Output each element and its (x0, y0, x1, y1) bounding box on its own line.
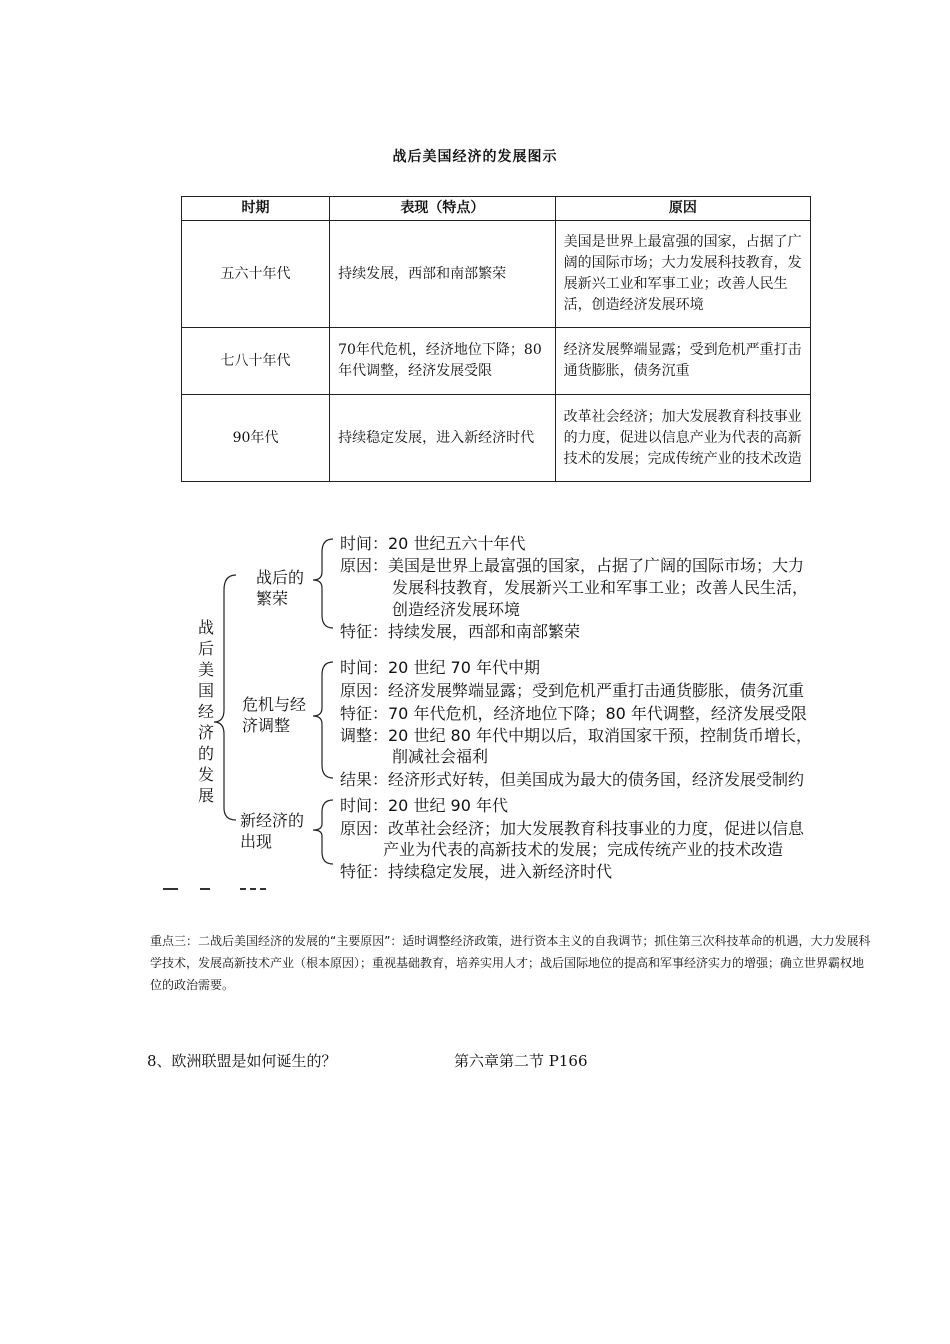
diagram-item: 时间：20 世纪 90 年代 (340, 796, 508, 815)
branch-label-line: 危机与经 (242, 695, 307, 714)
question-line (147, 1050, 588, 1071)
branch-label-line: 繁荣 (256, 589, 289, 608)
root-char: 后 (197, 639, 214, 658)
root-char: 展 (197, 786, 214, 805)
root-char: 经 (197, 702, 214, 721)
diagram-item: 原因：经济发展弊端显露；受到危机严重打击通货膨胀，债务沉重 (340, 681, 805, 700)
branch-label-line: 济调整 (242, 716, 291, 735)
header-period: 时期 (182, 197, 330, 221)
branch-label-new-economy (240, 810, 304, 852)
branch-brace (313, 662, 333, 778)
root-char: 战 (197, 618, 214, 637)
diagram-item: 特征：70 年代危机，经济地位下降；80 年代调整，经济发展受限 (340, 704, 807, 723)
root-brace (214, 575, 236, 820)
period-cell: 七八十年代 (182, 328, 330, 395)
branch-label-line: 出现 (240, 832, 273, 851)
branch-brace (313, 539, 333, 628)
diagram-item-cont: 产业为代表的高新技术的发展；完成传统产业的技术改造 (383, 840, 784, 859)
reason-cell: 美国是世界上最富强的国家，占据了广阔的国际市场；大力发展科技教育，发展新兴工业和军事工业；改善人民生活，创造经济发展环境 (555, 221, 810, 328)
root-char: 美 (197, 660, 214, 679)
diagram-item: 时间：20 世纪五六十年代 (340, 534, 526, 553)
branch-label-prosperity (256, 567, 304, 609)
period-cell: 90年代 (182, 395, 330, 482)
root-char: 济 (197, 723, 214, 742)
diagram-item: 特征：持续发展，西部和南部繁荣 (340, 622, 581, 641)
feature-cell: 70年代危机，经济地位下降；80年代调整，经济发展受限 (330, 328, 556, 395)
branch-label-line: 新经济的 (240, 811, 305, 830)
diagram-root (197, 617, 215, 806)
diagram-item: 原因：改革社会经济；加大发展教育科技事业的力度，促进以信息 (340, 819, 805, 838)
diagram-item: 时间：20 世纪 70 年代中期 (340, 658, 540, 677)
diagram-item-cont: 削减社会福利 (392, 747, 489, 766)
feature-cell: 持续发展，西部和南部繁荣 (330, 221, 556, 328)
reason-cell: 经济发展弊端显露；受到危机严重打击通货膨胀，债务沉重 (555, 328, 810, 395)
root-char: 国 (197, 681, 214, 700)
reason-cell: 改革社会经济；加大发展教育科技事业的力度，促进以信息产业为代表的高新技术的发展；完成传统产业的技术改造 (555, 395, 810, 482)
header-feature: 表现（特点） (330, 197, 556, 221)
diagram-item: 结果：经济形式好转，但美国成为最大的债务国，经济发展受制约 (340, 770, 805, 789)
root-char: 的 (197, 744, 214, 763)
period-cell: 五六十年代 (182, 221, 330, 328)
diagram-item-cont: 创造经济发展环境 (392, 600, 521, 619)
branch-label-line: 战后的 (256, 568, 305, 587)
diagram-item: 调整：20 世纪 80 年代中期以后，取消国家干预，控制货币增长， (340, 726, 812, 745)
header-reason: 原因 (555, 197, 810, 221)
diagram-item-cont: 发展科技教育，发展新兴工业和军事工业；改善人民生活， (392, 578, 809, 597)
branch-brace (313, 800, 333, 864)
branch-label-crisis (242, 694, 306, 736)
key-point-paragraph: 重点三：二战后美国经济的发展的“主要原因”：适时调整经济政策，进行资本主义的自我调节；抓住第三次科技革命的机遇，大力发展科学技术，发展高新技术产业（根本原因）；重视基础教育，培养实用人才；战后国际地位的提高和军事经济实力的增强；确立世界霸权地位的政治需要。 (150, 934, 871, 992)
question-text: 8、欧洲联盟是如何诞生的？ (147, 1052, 337, 1070)
diagram-item: 特征：持续稳定发展，进入新经济时代 (340, 862, 613, 881)
root-char: 发 (197, 765, 214, 784)
diagram-item: 原因：美国是世界上最富强的国家，占据了广阔的国际市场；大力 (340, 556, 805, 575)
question-reference: 第六章第二节 P166 (454, 1052, 588, 1070)
page-title: 战后美国经济的发展图示 (392, 149, 558, 165)
feature-cell: 持续稳定发展，进入新经济时代 (330, 395, 556, 482)
